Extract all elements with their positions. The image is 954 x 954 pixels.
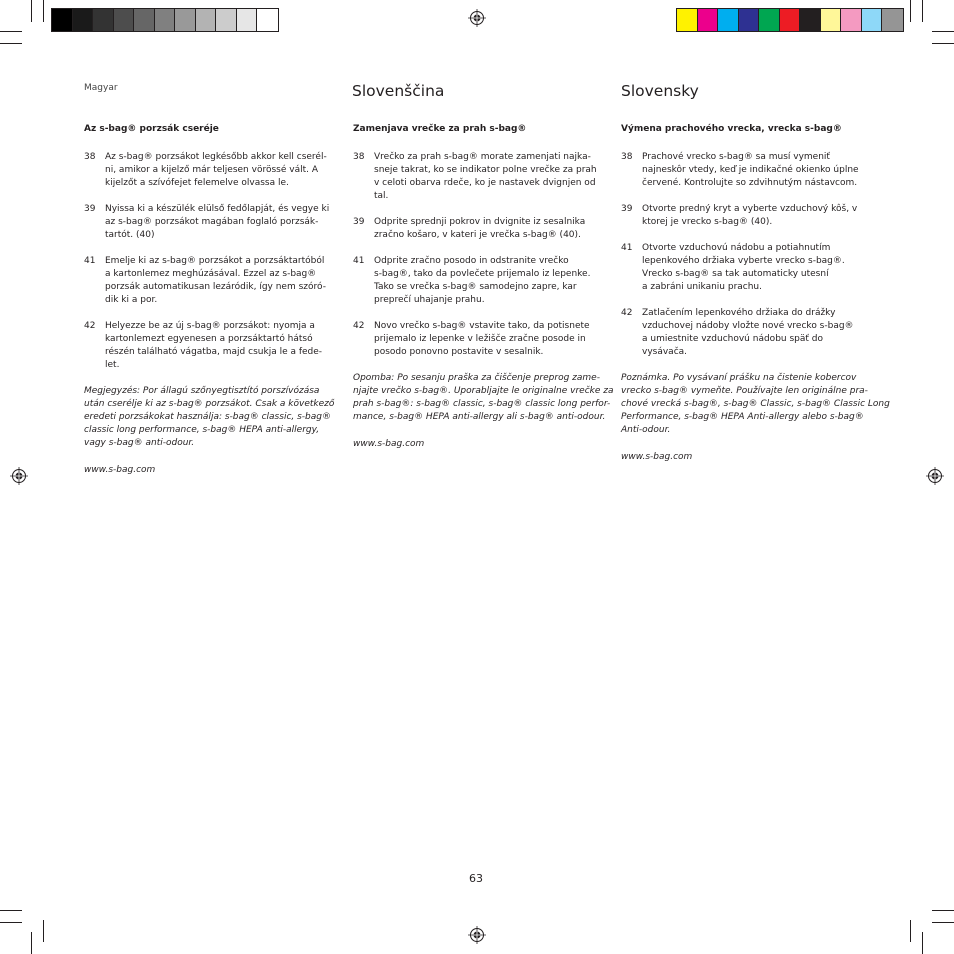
step-text: Prachové vrecko s-bag® sa musí vymeniť najneskôr vtedy, keď je indikačné okienko úplne červené. Kontrolujte so zdvihnutým nástavcom. [642,152,859,188]
color-swatch [73,9,94,31]
website-link[interactable]: www.s-bag.com [621,452,693,462]
step-number: 41 [621,243,633,253]
crop-mark [932,31,954,32]
color-swatch [114,9,135,31]
note-text: Opomba: Po sesanju praška za čiščenje preprog zame- njajte vrečko s-bag®. Uporabljajte le originalne vrečke za prah s-bag®: s-bag® classic, s-bag® classic long perfor- mance, s-bag® HEPA anti-allergy ali s-bag® anti-odour. [353,373,614,422]
step-number: 38 [353,152,365,162]
process-color-bar [676,8,904,32]
registration-mark-icon [468,9,486,27]
step-text: Zatlačením lepenkového držiaka do drážky vzduchovej nádoby vložte nové vrecko s-bag® a umiestnite vzduchovú nádobu späť do vysávača. [642,308,854,357]
step-text: Otvorte vzduchovú nádobu a potiahnutím lepenkového držiaka vyberte vrecko s-bag®. Vrecko s-bag® sa tak automaticky utesní a zabráni unikaniu prachu. [642,243,845,292]
color-swatch [739,9,760,31]
step-number: 39 [621,204,633,214]
crop-mark [0,910,22,911]
note-text: Poznámka. Po vysávaní prášku na čistenie kobercov vrecko s-bag® vymeňte. Používajte len originálne pra- chové vrecká s-bag®, s-bag® Classic, s-bag® Classic Long Performance, s-bag® HEPA Anti-allergy alebo s-bag® Anti-odour. [621,373,890,435]
step-number: 38 [84,152,96,162]
step-text: Novo vrečko s-bag® vstavite tako, da potisnete prijemalo iz lepenke v ležišče zračne posode in posodo ponovno postavite v sesalnik. [374,321,590,357]
grayscale-color-bar [51,8,279,32]
step-number: 42 [621,308,633,318]
step-text: Vrečko za prah s-bag® morate zamenjati najka- sneje takrat, ko se indikator polne vrečke za prah v celoti obarva rdeče, ko je nastavek dvignjen od tal. [374,152,597,201]
step-text: Odprite sprednji pokrov in dvignite iz sesalnika zračno košaro, v kateri je vrečka s-bag® (40). [374,217,586,240]
page-number: 63 [469,872,483,885]
crop-mark [922,0,923,22]
registration-mark-icon [926,467,944,485]
step-number: 39 [353,217,365,227]
color-swatch [196,9,217,31]
language-label: Magyar [84,83,118,93]
color-swatch [134,9,155,31]
color-swatch [216,9,237,31]
color-swatch [155,9,176,31]
crop-mark [31,932,32,954]
step-number: 42 [84,321,96,331]
step-text: Nyissa ki a készülék elülső fedőlapját, és vegye ki az s-bag® porzsákot magában foglaló porzsák- tartót. (40) [105,204,330,240]
crop-mark [43,920,44,942]
crop-mark [31,0,32,22]
color-swatch [677,9,698,31]
color-swatch [93,9,114,31]
step-text: Helyezze be az új s-bag® porzsákot: nyomja a kartonlemezt egyenesen a porzsáktartó hátsó részén található vágatba, majd csukja le a fede- let. [105,321,323,370]
registration-mark-icon [10,467,28,485]
color-swatch [780,9,801,31]
step-number: 41 [353,256,365,266]
step-number: 38 [621,152,633,162]
step-text: Emelje ki az s-bag® porzsákot a porzsáktartóból a kartonlemez meghúzásával. Ezzel az s-bag® porzsák automatikusan lezáródik, így nem szóró- dik ki a por. [105,256,326,305]
registration-mark-icon [468,926,486,944]
crop-mark [0,922,22,923]
crop-mark [43,0,44,22]
color-swatch [821,9,842,31]
crop-mark [932,43,954,44]
section-heading: Az s-bag® porzsák cseréje [84,124,219,134]
crop-mark [910,0,911,22]
website-link[interactable]: www.s-bag.com [353,439,425,449]
color-swatch [52,9,73,31]
crop-mark [0,31,22,32]
color-swatch [237,9,258,31]
color-swatch [882,9,903,31]
color-swatch [841,9,862,31]
language-title: Slovensky [621,82,699,100]
crop-mark [0,43,22,44]
step-number: 41 [84,256,96,266]
color-swatch [759,9,780,31]
section-heading: Výmena prachového vrecka, vrecka s-bag® [621,124,842,134]
color-swatch [698,9,719,31]
crop-mark [932,910,954,911]
color-swatch [718,9,739,31]
note-text: Megjegyzés: Por állagú szőnyegtisztító porszívózása után cserélje ki az s-bag® porzsákot. Csak a következő eredeti porzsákokat használja: s-bag® classic, s-bag® classic long performance, s-bag® HEPA anti-allergy, vagy s-bag® anti-odour. [84,386,335,448]
website-link[interactable]: www.s-bag.com [84,465,156,475]
color-swatch [257,9,278,31]
step-number: 39 [84,204,96,214]
crop-mark [910,920,911,942]
step-number: 42 [353,321,365,331]
color-swatch [862,9,883,31]
color-swatch [175,9,196,31]
language-title: Slovenščina [352,82,445,100]
step-text: Az s-bag® porzsákot legkésőbb akkor kell cserél- ni, amikor a kijelző már teljesen vörössé vált. A kijelzőt a szívófejet felemelve olvassa le. [105,152,327,188]
step-text: Otvorte predný kryt a vyberte vzduchový kôš, v ktorej je vrecko s-bag® (40). [642,204,858,227]
section-heading: Zamenjava vrečke za prah s-bag® [353,124,527,134]
crop-mark [932,922,954,923]
step-text: Odprite zračno posodo in odstranite vrečko s-bag®, tako da povlečete prijemalo iz lepenke. Tako se vrečka s-bag® samodejno zapre, kar preprečí uhajanje prahu. [374,256,591,305]
color-swatch [800,9,821,31]
crop-mark [922,932,923,954]
